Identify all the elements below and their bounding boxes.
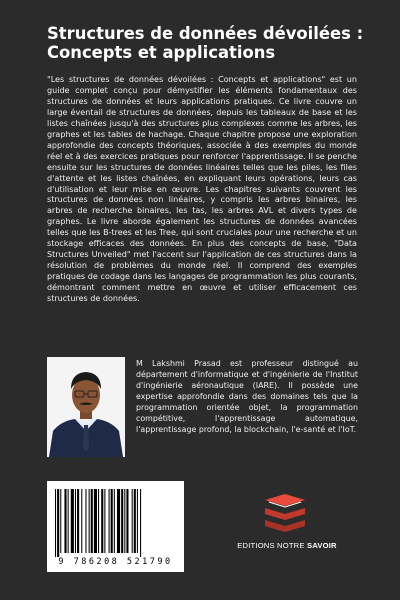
- publisher-logo: [259, 490, 311, 536]
- book-title: Structures de données dévoilées : Concepts et applications: [47, 24, 364, 62]
- publisher-name: [232, 541, 342, 550]
- author-photo: [47, 357, 125, 457]
- barcode-digits: 9 786208 521790: [58, 557, 173, 567]
- author-bio: M Lakshmi Prasad est professeur distingué au département d'informatique et d'ingénierie de l'Institut d'ingénierie aéronautique (IARE). Il possède une expertise approfondie dans des domaines tels que la programmation orientée objet, la programmation compétitive, l'apprentissage automatique, l'apprentissage profond, la blockchain, l'e-santé et l'IoT.: [136, 359, 358, 434]
- isbn-barcode: [47, 481, 184, 572]
- barcode-bars: [55, 489, 176, 557]
- publisher-name-bold: SAVOIR: [306, 541, 337, 550]
- publisher-name-prefix: EDITIONS NOTRE: [237, 541, 307, 550]
- book-description: "Les structures de données dévoilées : Concepts et applications" est un guide complet conçu pour démystifier les éléments fondamentaux des structures de données et leurs applications pratiques. Ce livre couvre un large éventail de structures de données, depuis les tableaux de base et les listes chaînées jusqu'à des structures plus complexes comme les arbres, les graphes et les tables de hachage. Chaque chapitre propose une exploration approfondie des concepts théoriques, associée à des exemples du monde réel et à des exercices pratiques pour renforcer l'apprentissage. Il se penche ensuite sur les structures de données linéaires telles que les piles, les files d'attente et les listes chaînées, en expliquant leurs opérations, leurs cas d'utilisation et leur mise en œuvre. Les chapitres suivants couvrent les structures de données non linéaires, y compris les arbres binaires, les arbres de recherche binaires, les tas, les arbres AVL et divers types de graphes. Le livre aborde également les structures de données avancées telles que les B-trees et les Tree, qui sont cruciales pour une recherche et un stockage efficaces des données. En plus des concepts de base, "Data Structures Unveiled" met l'accent sur l'application de ces structures dans la résolution de problèmes du monde réel. Il comprend des exemples pratiques de codage dans les langages de programmation les plus courants, démontrant comment mettre en œuvre et utiliser efficacement ces structures de données.: [47, 75, 357, 304]
